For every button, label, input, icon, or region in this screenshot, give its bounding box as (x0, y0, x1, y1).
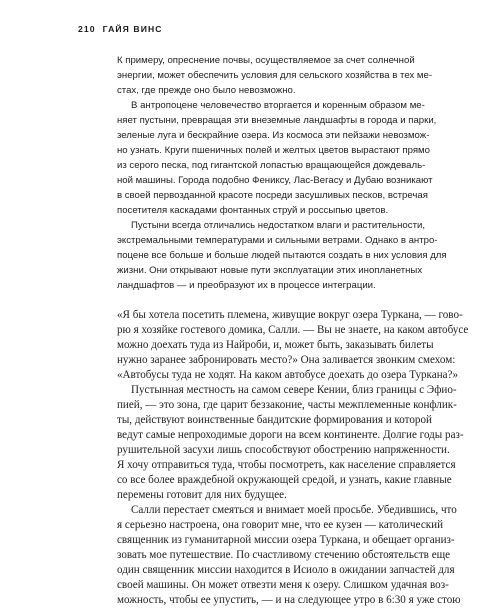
paragraph (117, 53, 433, 98)
text-line: из серого песка, под гигантской лопастью вращающейся дождеваль- (117, 160, 426, 171)
text-line: священник из гуманитарной миссии озера Туркана, и обещает организ- (117, 534, 455, 546)
text-line: поцене все больше и больше людей пытаются создать в них условия для (117, 250, 447, 261)
body-text (117, 53, 469, 608)
text-line: в своей первозданной красоте посреди засушливых песков, встречая (117, 190, 428, 201)
text-line: нужно заранее забронировать место?» Она заливается звонким смехом: (117, 354, 456, 366)
text-line: можность, чтобы ее упустить, — и на следующее утро в 6:30 я уже стою (117, 594, 461, 606)
section-break (117, 293, 413, 308)
text-line: экстремальными температурами и сильными ветрами. Однако в антро- (117, 235, 438, 246)
text-line: Я хочу отправиться туда, чтобы посмотреть, как население справляется (117, 459, 456, 471)
text-line: ландшафтов — и преобразуют их в процессе интеграции. (117, 280, 376, 291)
text-line: посетителя каскадами фонтанных струй и россыпью цветов. (117, 205, 389, 216)
text-line: пией, — это зона, где царит беззаконие, часты межплеменные конфлик- (117, 399, 457, 411)
text-line: няет пустыни, превращая эти внеземные ландшафты в города и парки, (117, 115, 437, 126)
text-line: можно доехать туда из Найроби, и, может быть, заказывать билеты (117, 339, 434, 351)
text-line: я серьезно настроена, она говорит мне, что ее кузен — католический (117, 519, 444, 531)
text-line: ты, действуют воинственные бандитские формирования и которой (117, 414, 432, 426)
text-line: перемены готовит для них будущее. (117, 489, 287, 501)
text-line: Салли перестает смеяться и внимает моей просьбе. Убедившись, что (131, 504, 457, 516)
text-line: ведут самые непроходимые дороги на всем континенте. Долгие годы раз- (117, 429, 464, 441)
paragraph (117, 503, 461, 608)
paragraph (117, 308, 469, 383)
text-line: Пустынная местность на самом севере Кении, близ границы с Эфио- (131, 384, 457, 396)
text-line: но узнать. Круги пшеничных полей и желтых цветов вырастают прямо (117, 145, 430, 156)
paragraph (117, 383, 464, 503)
text-line: зеленые луга и бескрайние озера. Из космоса эти пейзажи невозмож- (117, 130, 430, 141)
text-line: «Я бы хотела посетить племена, живущие вокруг озера Туркана, — гово- (117, 309, 463, 321)
text-line: рю я хозяйке гостевого домика, Салли. — Вы не знаете, на каком автобусе (117, 324, 469, 336)
text-line: В антропоцене человечество вторгается и коренным образом ме- (131, 100, 425, 111)
text-line: один священник миссии находится в Исиоло в ожидании запчастей для (117, 564, 455, 576)
text-line: своей машины. Он может отвезти меня к озеру. Слишком удачная воз- (117, 579, 449, 591)
text-line: зовать мое путешествие. По счастливому стечению обстоятельств еще (117, 549, 451, 561)
text-line: Пустыни всегда отличались недостатком влаги и растительности, (131, 220, 425, 231)
running-head-author: ГАЙЯ ВИНС (102, 24, 163, 34)
paragraph (117, 98, 437, 218)
text-line: жизни. Они открывают новые пути эксплуатации этих инопланетных (117, 265, 423, 276)
text-line: со все более враждебной окружающей средой, и узнать, какие главные (117, 474, 452, 486)
text-line: рушительной засухи лишь способствуют обострению напряженности. (117, 444, 450, 456)
text-line: энергии, может обеспечить условия для сельского хозяйства в тех ме- (117, 70, 433, 81)
text-line: К примеру, опреснение почвы, осуществляемое за счет солнечной (117, 55, 415, 66)
text-line: ной машины. Города подобно Фениксу, Лас-Вегасу и Дубаю возникают (117, 175, 433, 186)
text-line: «Автобусы туда не ходят. На каком автобусе доехать до озера Туркана?» (117, 369, 459, 381)
text-line: стах, где прежде оно было невозможно. (117, 85, 296, 96)
running-head (78, 24, 163, 34)
page-number: 210 (78, 24, 96, 34)
paragraph (117, 218, 447, 293)
